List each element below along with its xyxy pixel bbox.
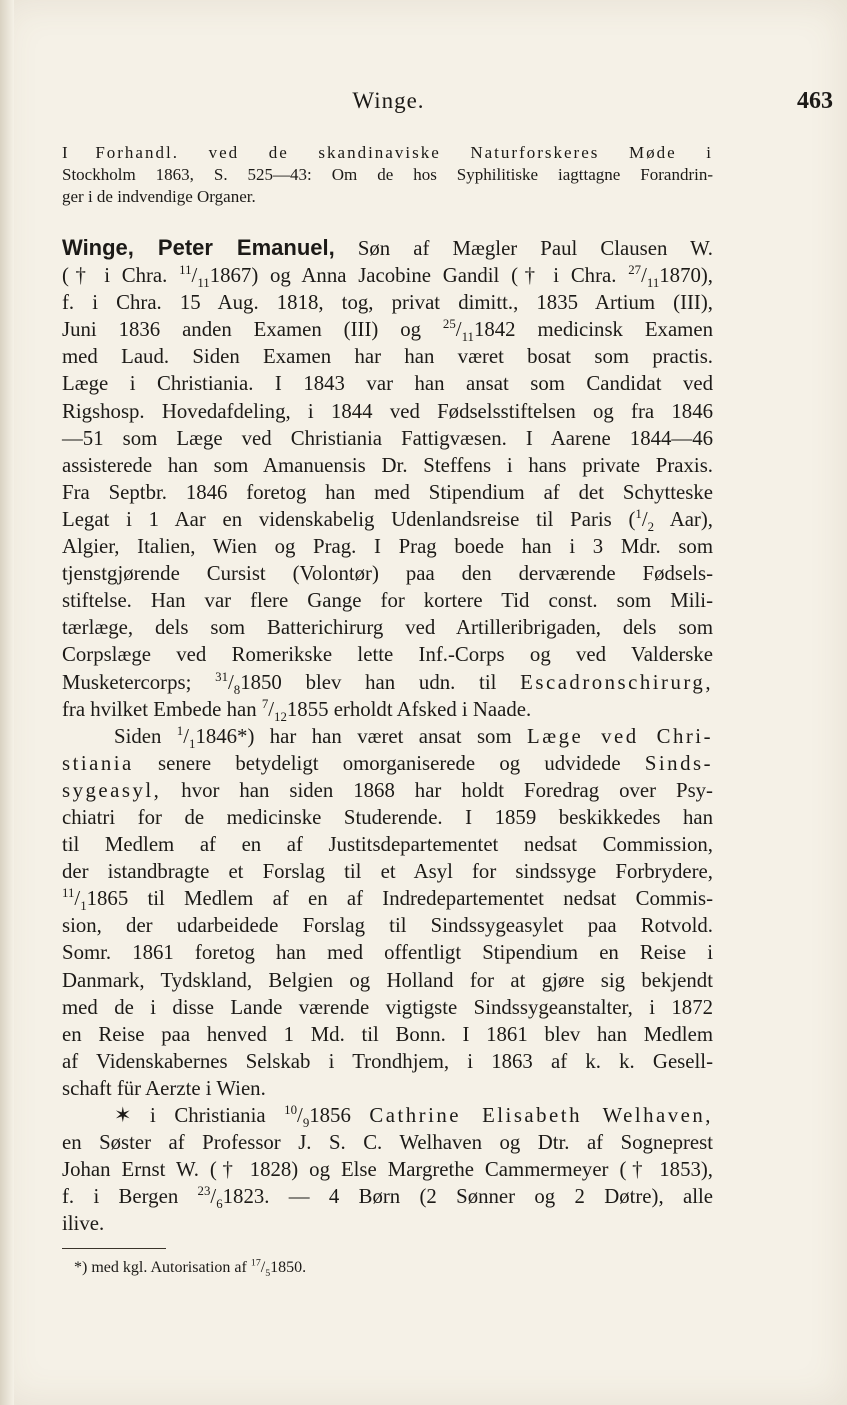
entry-line: med de i disse Lande værende vigtigste Sindssygeanstalter, i 1872 [62, 995, 713, 1019]
entry-line: tærlæge, dels som Batterichirurg ved Artilleribrigaden, dels som [62, 616, 713, 640]
marriage-line: en Søster af Professor J. S. C. Welhaven og Dtr. af Sogneprest [62, 1131, 713, 1155]
entry-line: Legat i 1 Aar en videnskabelig Udenlandsreise til Paris ($^1/_2$ Aar), [62, 507, 713, 535]
entry-line: schaft für Aerzte i Wien. [62, 1076, 266, 1100]
entry-line: tjenstgjørende Cursist (Volontør) paa den derværende Fødsels- [62, 562, 713, 586]
marriage-line: ✶ i Christiania $^{10}/_91856$ Cathrine Elisabeth Welhaven, [114, 1103, 713, 1131]
marriage-line: ilive. [62, 1212, 105, 1236]
entry-line: Corpslæge ved Romerikske lette Inf.-Corps og ved Valderske [62, 643, 713, 667]
marriage-line: f. i Bergen $^{23}/_61823$. — 4 Børn (2 Sønner og 2 Døtre), alle [62, 1184, 714, 1212]
publication-note [62, 142, 713, 208]
entry-line: af Videnskabernes Selskab i Trondhjem, i 1863 af k. k. Gesell- [62, 1049, 713, 1073]
entry-line: stiftelse. Han var flere Gange for kortere Tid const. som Mili- [62, 589, 713, 613]
entry-line: med Laud. Siden Examen har han været bosat som practis. [62, 345, 713, 369]
note-line: I Forhandl. ved de skandinaviske Naturforskeres Møde i [62, 143, 714, 162]
entry-line: til Medlem af en af Justitsdepartementet nedsat Commission, [62, 833, 713, 857]
entry-line: Fra Septbr. 1846 foretog han med Stipendium af det Schytteske [62, 480, 713, 504]
entry-heading-line: Winge, Peter Emanuel, Søn af Mægler Paul Clausen W. [62, 235, 713, 260]
footnote-rule [62, 1248, 166, 1249]
footnote: *) med kgl. Autorisation af $^{17}/_51850$. [74, 1257, 307, 1280]
entry-line: Rigshosp. Hovedafdeling, i 1844 ved Fødselsstiftelsen og fra 1846 [62, 399, 713, 423]
entry-line: Musketercorps; $^{31}/_81850$ blev han udn. til Escadronschirurg, [62, 669, 714, 697]
entry-line: chiatri for de medicinske Studerende. I 1859 beskikkedes han [62, 805, 713, 829]
entry-line: fra hvilket Embede han $^7/_{12}1855$ erholdt Afsked i Naade. [62, 696, 532, 724]
marriage-line: Johan Ernst W. († 1828) og Else Margrethe Cammermeyer († 1853), [62, 1158, 713, 1182]
entry-line: sygeasyl, hvor han siden 1868 har holdt Foredrag over Psy- [62, 778, 713, 802]
entry-line: Læge i Christiania. I 1843 var han ansat som Candidat ved [62, 372, 713, 396]
entry-line: der istandbragte et Forslag til et Asyl for sindssyge Forbrydere, [62, 860, 713, 884]
entry-line: $^{11}/_11865$ til Medlem af en af Indredepartementet nedsat Commis- [62, 886, 713, 914]
entry-line: —51 som Læge ved Christiania Fattigvæsen. I Aarene 1844—46 [62, 426, 713, 450]
entry-line: Juni 1836 anden Examen (III) og $^{25}/_{11}1842$ medicinsk Examen [62, 317, 713, 345]
entry-line: sion, der udarbeidede Forslag til Sindssygeasylet paa Rotvold. [62, 914, 713, 938]
entry-line: Danmark, Tydskland, Belgien og Holland for at gjøre sig bekjendt [62, 968, 713, 992]
note-line: Stockholm 1863, S. 525—43: Om de hos Syphilitiske iagttagne Forandrin- [62, 165, 713, 184]
entry-line: en Reise paa henved 1 Md. til Bonn. I 1861 blev han Medlem [62, 1022, 713, 1046]
entry-line: Algier, Italien, Wien og Prag. I Prag boede han i 3 Mdr. som [62, 535, 713, 559]
note-line: ger i de indvendige Organer. [62, 187, 256, 206]
entry-line: († i Chra. $^{11}/_{11}1867$) og Anna Jacobine Gandil († i Chra. $^{27}/_{11}1870$), [62, 263, 713, 291]
biography-entry [62, 234, 713, 1237]
entry-line: assisterede han som Amanuensis Dr. Steffens i hans private Praxis. [62, 453, 713, 477]
entry-line: f. i Chra. 15 Aug. 1818, tog, privat dimitt., 1835 Artium (III), [62, 291, 713, 315]
entry-name: Winge, Peter Emanuel, [62, 235, 335, 260]
page-edge [0, 0, 14, 1405]
entry-line: stiania senere betydeligt omorganiserede og udvidede Sinds- [62, 751, 713, 775]
entry-line: Siden $^1/_11846*$) har han været ansat som Læge ved Chri- [114, 723, 714, 751]
page-number: 463 [797, 88, 833, 114]
running-head [62, 88, 833, 118]
entry-line: Somr. 1861 foretog han med offentligt Stipendium en Reise i [62, 941, 713, 965]
running-title: Winge. [352, 88, 425, 113]
